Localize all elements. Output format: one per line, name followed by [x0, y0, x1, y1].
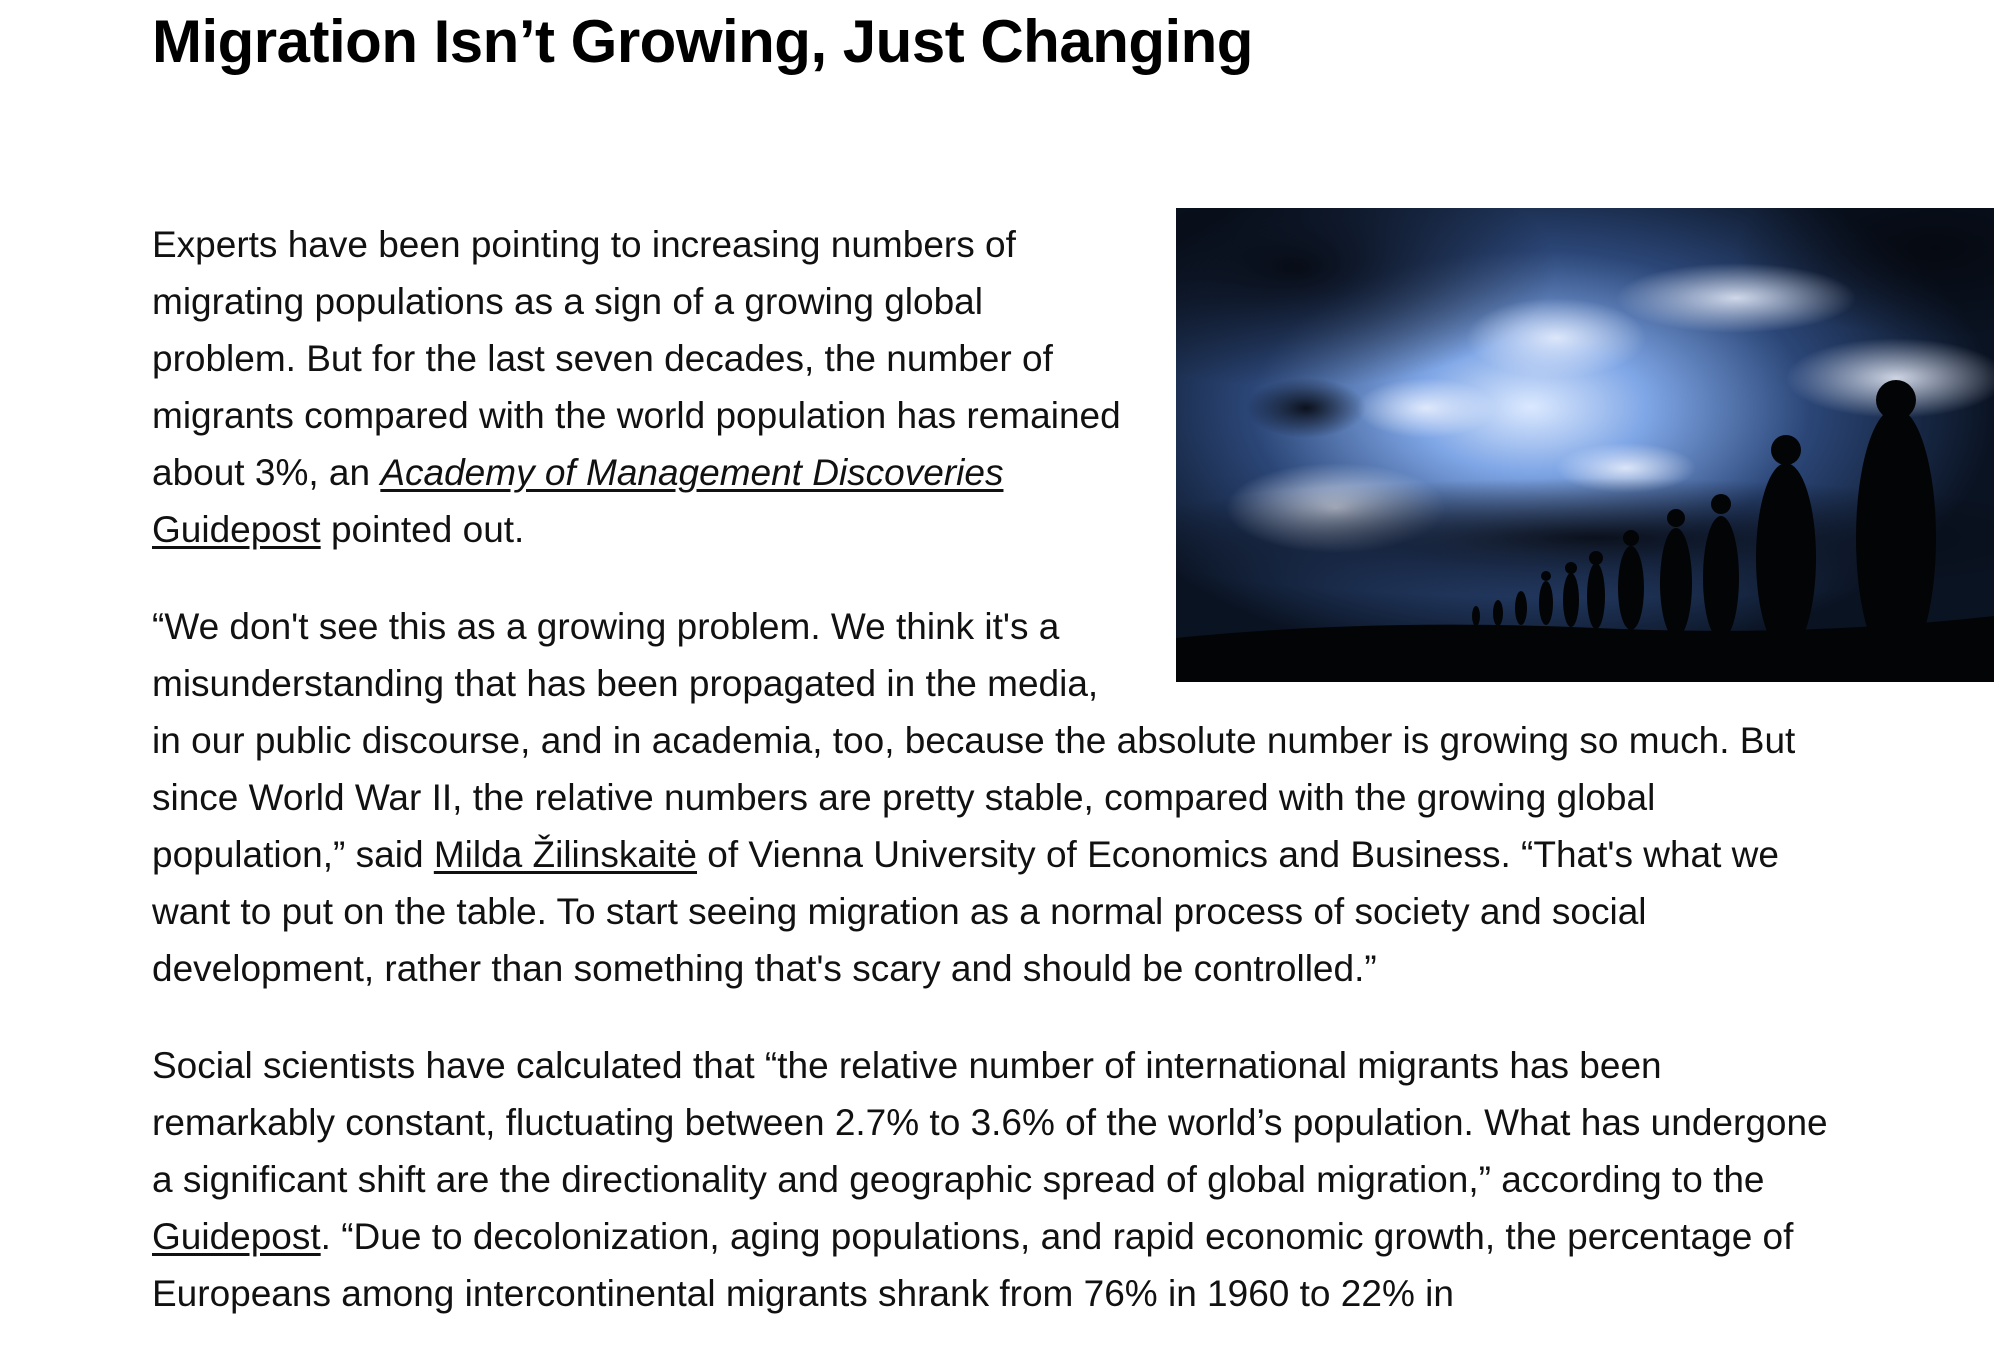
migrants-silhouette-image — [1176, 208, 1994, 682]
paragraph-intro-text-b: pointed out. — [320, 509, 525, 550]
article-body — [152, 216, 1832, 1322]
hero-photo-illustration — [1176, 208, 1994, 682]
paragraph-statistics — [152, 1037, 1832, 1322]
guidepost-link[interactable]: Guidepost — [152, 509, 321, 550]
author-link[interactable]: Milda Žilinskaitė — [433, 834, 698, 875]
guidepost-link-2[interactable]: Guidepost — [152, 1216, 321, 1257]
journal-link[interactable]: Academy of Management Discoveries — [380, 452, 1004, 493]
paragraph-statistics-text-b: . “Due to decolonization, aging populations, and rapid economic growth, the percentage of Europeans among intercontinental migrants shrank from 76% in 1960 to 22% in — [152, 1216, 1794, 1314]
article — [152, 0, 1832, 1362]
article-title: Migration Isn’t Growing, Just Changing — [152, 8, 1253, 75]
paragraph-quote-text-b: of Vienna University of Economics and Business. “That's what we want to put on the table. To start seeing migration as a normal process of society and social development, rather than something that's scary and should be controlled.” — [152, 834, 1779, 989]
paragraph-intro-text-a: Experts have been pointing to increasing numbers of migrating populations as a sign of a growing global problem. But for the last seven decades, the number of migrants compared with the world population has remained about 3%, an — [152, 224, 1121, 493]
paragraph-quote-text-a: “We don't see this as a growing problem. We think it's a misunderstanding that has been propagated in the media, in our public discourse, and in academia, too, because the absolute number is growing so much. But since World War II, the relative numbers are pretty stable, compared with the growing global population,” said — [152, 606, 1796, 875]
paragraph-statistics-text-a: Social scientists have calculated that “the relative number of international migrants has been remarkably constant, fluctuating between 2.7% to 3.6% of the world’s population. What has undergone a significant shift are the directionality and geographic spread of global migration,” according to the — [152, 1045, 1828, 1200]
